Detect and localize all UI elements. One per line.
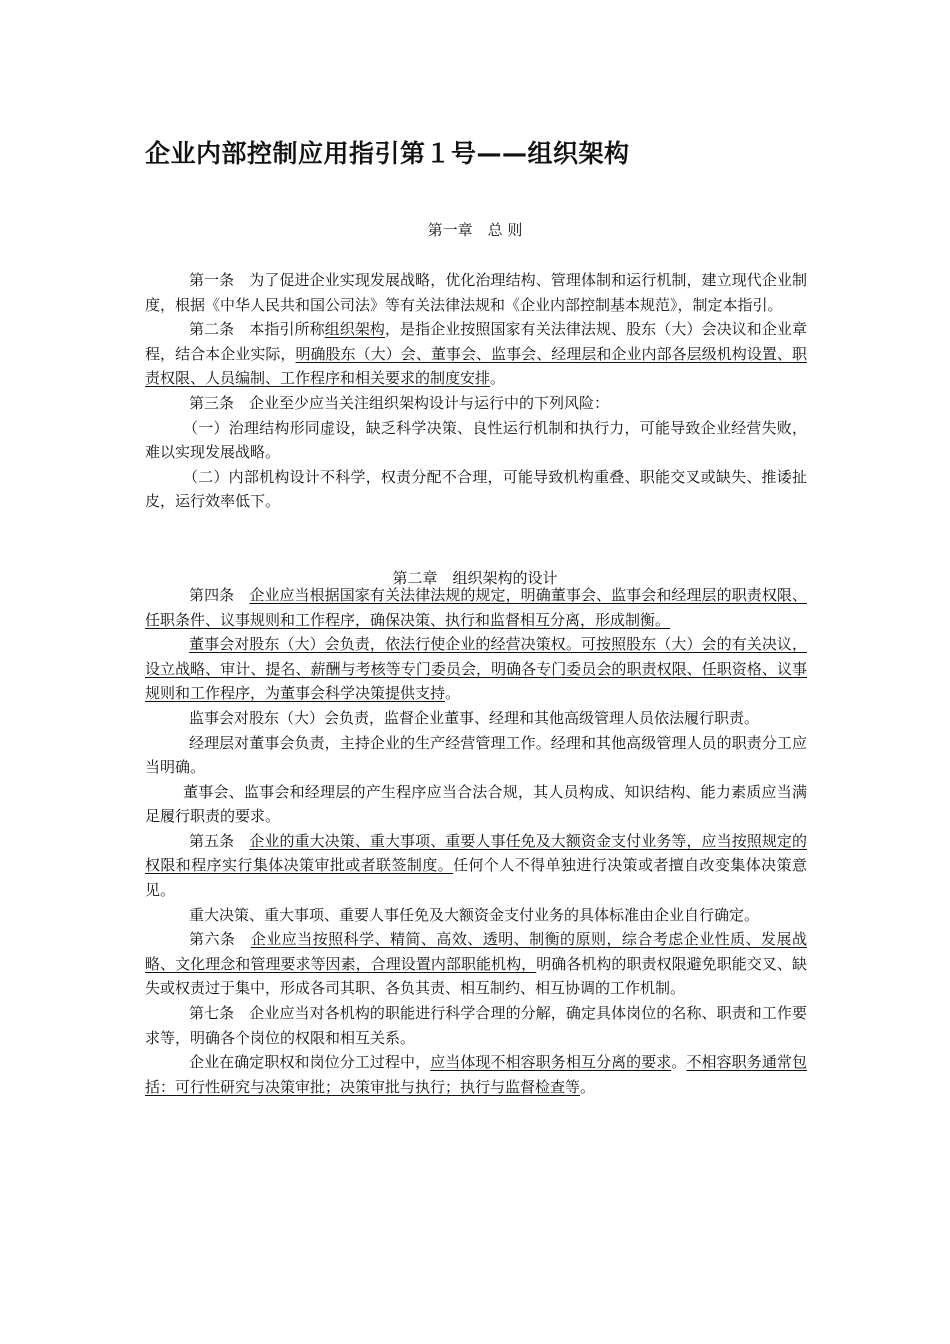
article-5 [145, 829, 807, 903]
article-3: 第三条 企业至少应当关注组织架构设计与运行中的下列风险： [189, 393, 610, 412]
article-5-lead: 第五条 [189, 831, 250, 850]
article-2-definition: 明确股东（大）会、董事会、监事会、经理层和企业内部各层级机构设置、职责权限、人员编制、工作程序和相关要求的制度安排 [145, 344, 807, 388]
article-7-separation-mid: 。 [671, 1053, 687, 1072]
article-4-text: 企业应当根据国家有关法律法规的规定，明确董事会、监事会和经理层的职责权限、任职条件、议事规则和工作程序，确保决策、执行和监督相互分离，形成制衡。 [145, 585, 807, 629]
article-4-supervisors: 监事会对股东（大）会负责，监督企业董事、经理和其他高级管理人员依法履行职责。 [189, 708, 760, 727]
article-6 [145, 927, 807, 1001]
article-5-end: 任何个人不得单独进行决策或者擅自改变集体决策意见。 [145, 856, 807, 900]
article-4-board-end: 。 [445, 684, 461, 703]
article-3-item-2: （二）内部机构设计不科学，权责分配不合理，可能导致机构重叠、职能交叉或缺失、推诿扯皮，运行效率低下。 [145, 467, 807, 511]
article-2-middle: ，是指企业按照国家有关法律法规、股东（大）会决议和企业章程，结合本企业实际， [145, 320, 807, 363]
document-body [145, 268, 807, 1099]
article-4-board [145, 632, 807, 706]
article-2 [145, 317, 807, 391]
chapter-1-heading: 第一章 总 则 [427, 221, 523, 239]
article-6-lead: 第六条 [189, 930, 251, 949]
article-4-procedure: 董事会、监事会和经理层的产生程序应当合法合规，其人员构成、知识结构、能力素质应当满足履行职责的要求。 [145, 782, 807, 826]
article-7-separation [145, 1050, 807, 1099]
article-4-board-text: 董事会对股东（大）会负责，依法行使企业的经营决策权。可按照股东（大）会的有关决议，设立战略、审计、提名、薪酬与考核等专门委员会，明确各专门委员会的职责权限、任职资格、议事规则和工作程序，为董事会科学决策提供支持 [145, 635, 807, 703]
document-title: 企业内部控制应用指引第１号——组织架构 [145, 139, 630, 168]
article-6-end: 明确各机构的职责权限避免职能交叉、缺失或权责过于集中，形成各司其职、各负其责、相互制约、相互协调的工作机制。 [145, 954, 807, 998]
article-7-separation-rule: 应当体现不相容职务相互分离的要求 [430, 1053, 672, 1072]
article-5-standards: 重大决策、重大事项、重要人事任免及大额资金支付业务的具体标准由企业自行确定。 [189, 905, 760, 924]
article-6-text: 企业应当按照科学、精简、高效、透明、制衡的原则，综合考虑企业性质、发展战略、文化理念和管理要求等因素，合理设置内部职能机构， [145, 930, 807, 973]
chapter-2-heading: 第二章 组织架构的设计 [392, 569, 558, 587]
article-7-separation-end: 。 [580, 1077, 596, 1096]
article-5-text: 企业的重大决策、重大事项、重要人事任免及大额资金支付业务等，应当按照规定的权限和程序实行集体决策审批或者联签制度。 [145, 831, 807, 875]
article-7-separation-list: 不相容职务通常包括：可行性研究与决策审批；决策审批与执行；执行与监督检查等 [145, 1053, 807, 1096]
article-3-item-1: （一）治理结构形同虚设，缺乏科学决策、良性运行机制和执行力，可能导致企业经营失败，难以实现发展战略。 [145, 418, 807, 462]
article-4-lead: 第四条 [189, 585, 250, 604]
article-7: 第七条 企业应当对各机构的职能进行科学合理的分解，确定具体岗位的名称、职责和工作要求等，明确各个岗位的权限和相互关系。 [145, 1004, 807, 1047]
article-2-term: 组织架构 [324, 320, 385, 339]
article-2-lead: 第二条 本指引所称 [189, 320, 325, 339]
article-4-management: 经理层对董事会负责，主持企业的生产经营管理工作。经理和其他高级管理人员的职责分工应当明确。 [145, 733, 807, 777]
article-4 [145, 583, 807, 632]
article-7-separation-lead: 企业在确定职权和岗位分工过程中， [189, 1053, 431, 1072]
article-1: 第一条 为了促进企业实现发展战略，优化治理结构、管理体制和运行机制，建立现代企业制度，根据《中华人民共和国公司法》等有关法律法规和《企业内部控制基本规范》，制定本指引。 [145, 271, 807, 314]
article-2-end: 。 [490, 369, 506, 388]
